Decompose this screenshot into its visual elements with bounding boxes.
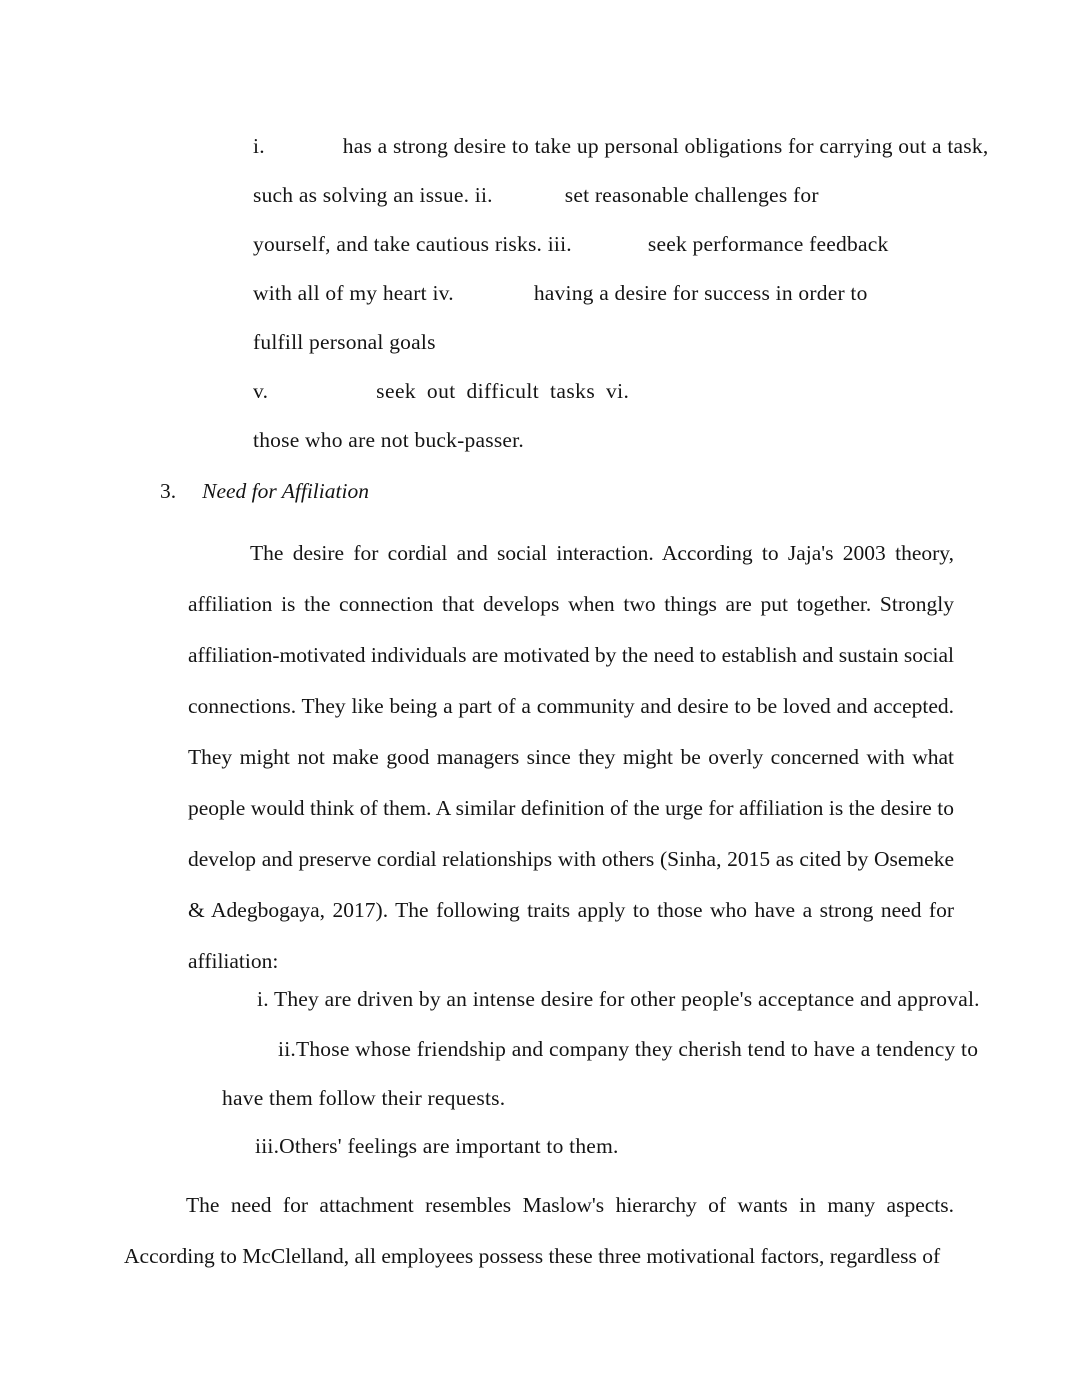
trait-item-ii-line1: ii.Those whose friendship and company they cherish tend to have a tendency to — [278, 1037, 979, 1061]
list-text-ii-lead: such as solving an issue. ii. — [253, 183, 493, 207]
main-paragraph — [188, 528, 954, 987]
closing-paragraph — [124, 1180, 954, 1282]
trait-item-ii-line2: have them follow their requests. — [222, 1086, 506, 1110]
list-text-v: seek out difficult tasks vi. — [376, 379, 630, 403]
list-text-iv-tail: having a desire for success in order to — [533, 281, 868, 305]
trait-item-i: i. They are driven by an intense desire for other people's acceptance and approval. — [257, 987, 980, 1011]
list-line-iii — [253, 231, 888, 257]
list-line-ii — [253, 182, 819, 208]
list-marker-v: v. — [253, 379, 269, 403]
list-line-i — [253, 133, 988, 159]
list-line-iv-cont: fulfill personal goals — [253, 330, 436, 354]
list-text-ii-tail: set reasonable challenges for — [564, 183, 819, 207]
list-line-iv — [253, 280, 868, 306]
section-number: 3. — [160, 479, 177, 503]
closing-paragraph-text: The need for attachment resembles Maslow's hierarchy of wants in many aspects. According to McClelland, all employees possess these three motivational factors, regardless of — [124, 1193, 954, 1268]
list-marker-i: i. — [253, 134, 265, 158]
list-line-vi-cont: those who are not buck-passer. — [253, 428, 524, 452]
main-paragraph-text: The desire for cordial and social interaction. According to Jaja's 2003 theory, affiliation is the connection that develops when two things are put together. Strongly affiliation-motivated individuals are motivated by the need to establish and sustain social connections. They like being a part of a community and desire to be loved and accepted. They might not make good managers since they might be overly concerned with what people would think of them. A similar definition of the urge for affiliation is the desire to develop and preserve cordial relationships with others (Sinha, 2015 as cited by Osemeke & Adegbogaya, 2017). The following traits apply to those who have a strong need for affiliation: — [188, 541, 954, 973]
trait-item-iii: iii.Others' feelings are important to them. — [255, 1134, 619, 1158]
section-heading — [160, 478, 369, 504]
section-title: Need for Affiliation — [202, 479, 369, 503]
list-text-i: has a strong desire to take up personal obligations for carrying out a task, — [342, 134, 989, 158]
list-text-iii-lead: yourself, and take cautious risks. iii. — [253, 232, 572, 256]
list-text-iii-tail: seek performance feedback — [647, 232, 889, 256]
list-text-iv-lead: with all of my heart iv. — [253, 281, 454, 305]
list-line-v — [253, 378, 629, 404]
